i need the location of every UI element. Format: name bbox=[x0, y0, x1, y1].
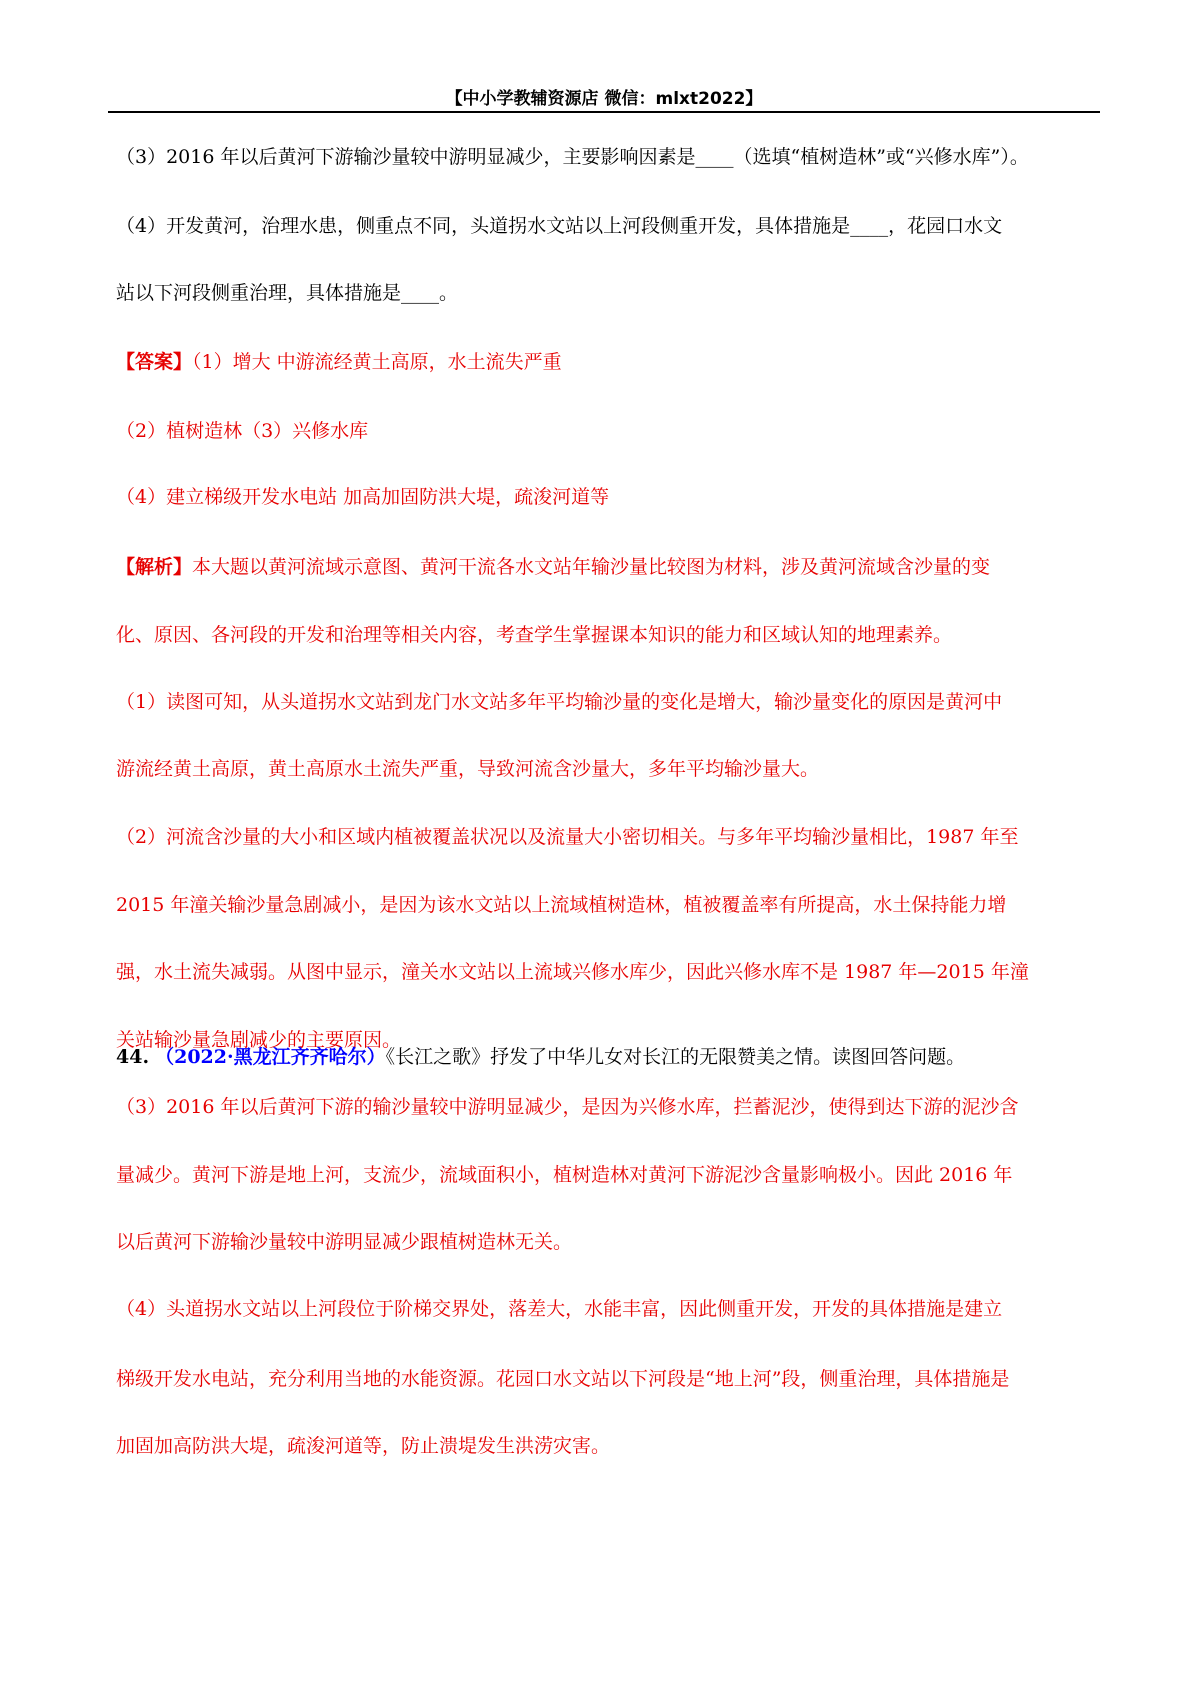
analysis-p1-line-2: 游流经黄土高原，黄土高原水土流失严重，导致河流含沙量大，多年平均输沙量大。 bbox=[116, 758, 820, 780]
analysis-p4-line-2: 梯级开发水电站，充分利用当地的水能资源。花园口水文站以下河段是“地上河”段，侧重治理，具体措施是 bbox=[116, 1368, 1010, 1390]
analysis-p4-line-1: （4）头道拐水文站以上河段位于阶梯交界处，落差大，水能丰富，因此侧重开发，开发的具体措施是建立 bbox=[116, 1298, 1003, 1320]
question-4-line-1: （4）开发黄河，治理水患，侧重点不同，头道拐水文站以上河段侧重开发，具体措施是____，花园口水文 bbox=[116, 215, 1003, 237]
question-44 bbox=[116, 1048, 1100, 1072]
answer-label: 【答案】 bbox=[116, 351, 193, 373]
question-3: （3）2016 年以后黄河下游输沙量较中游明显减少，主要影响因素是____（选填“植树造林”或“兴修水库”）。 bbox=[116, 146, 1029, 168]
answer-line-1 bbox=[116, 353, 1100, 377]
analysis-intro-line-2: 化、原因、各河段的开发和治理等相关内容，考查学生掌握课本知识的能力和区域认知的地理素养。 bbox=[116, 624, 953, 646]
analysis-label: 【解析】 bbox=[116, 556, 193, 578]
analysis-p2-line-4: 关站输沙量急剧减少的主要原因。 bbox=[116, 1029, 402, 1051]
question-44-source: （2022·黑龙江齐齐哈尔） bbox=[155, 1046, 386, 1068]
answer-line-2: （2）植树造林（3）兴修水库 bbox=[116, 420, 369, 442]
analysis-intro-line-1 bbox=[116, 558, 1100, 582]
question-4-line-2: 站以下河段侧重治理，具体措施是____。 bbox=[116, 282, 459, 304]
analysis-p3-line-1: （3）2016 年以后黄河下游的输沙量较中游明显减少，是因为兴修水库，拦蓄泥沙，使得到达下游的泥沙含 bbox=[116, 1096, 1019, 1118]
analysis-p3-line-2: 量减少。黄河下游是地上河，支流少，流域面积小，植树造林对黄河下游泥沙含量影响极小。因此 2016 年 bbox=[116, 1164, 1013, 1186]
page-header: 【中小学教辅资源店 微信：mlxt2022】 bbox=[445, 89, 763, 109]
analysis-intro-text: 本大题以黄河流域示意图、黄河干流各水文站年输沙量比较图为材料，涉及黄河流域含沙量的变 bbox=[192, 556, 991, 578]
answer-text-1: （1）增大 中游流经黄土高原，水土流失严重 bbox=[192, 351, 562, 373]
analysis-p3-line-3: 以后黄河下游输沙量较中游明显减少跟植树造林无关。 bbox=[116, 1231, 573, 1253]
question-44-number: 44. bbox=[116, 1046, 150, 1068]
answer-line-3: （4）建立梯级开发水电站 加高加固防洪大堤，疏浚河道等 bbox=[116, 486, 610, 508]
analysis-p4-line-3: 加固加高防洪大堤，疏浚河道等，防止溃堤发生洪涝灾害。 bbox=[116, 1435, 611, 1457]
header-rule bbox=[108, 111, 1100, 113]
analysis-p2-line-2: 2015 年潼关输沙量急剧减小，是因为该水文站以上流域植树造林，植被覆盖率有所提高，水土保持能力增 bbox=[116, 894, 1007, 916]
question-44-text: 《长江之歌》抒发了中华儿女对长江的无限赞美之情。读图回答问题。 bbox=[385, 1046, 966, 1068]
analysis-p2-line-3: 强，水土流失减弱。从图中显示，潼关水文站以上流域兴修水库少，因此兴修水库不是 1987 年—2015 年潼 bbox=[116, 961, 1029, 983]
document-body bbox=[116, 146, 1100, 1457]
analysis-p1-line-1: （1）读图可知，从头道拐水文站到龙门水文站多年平均输沙量的变化是增大，输沙量变化的原因是黄河中 bbox=[116, 691, 1003, 713]
analysis-p2-line-1: （2）河流含沙量的大小和区域内植被覆盖状况以及流量大小密切相关。与多年平均输沙量相比，1987 年至 bbox=[116, 826, 1019, 848]
